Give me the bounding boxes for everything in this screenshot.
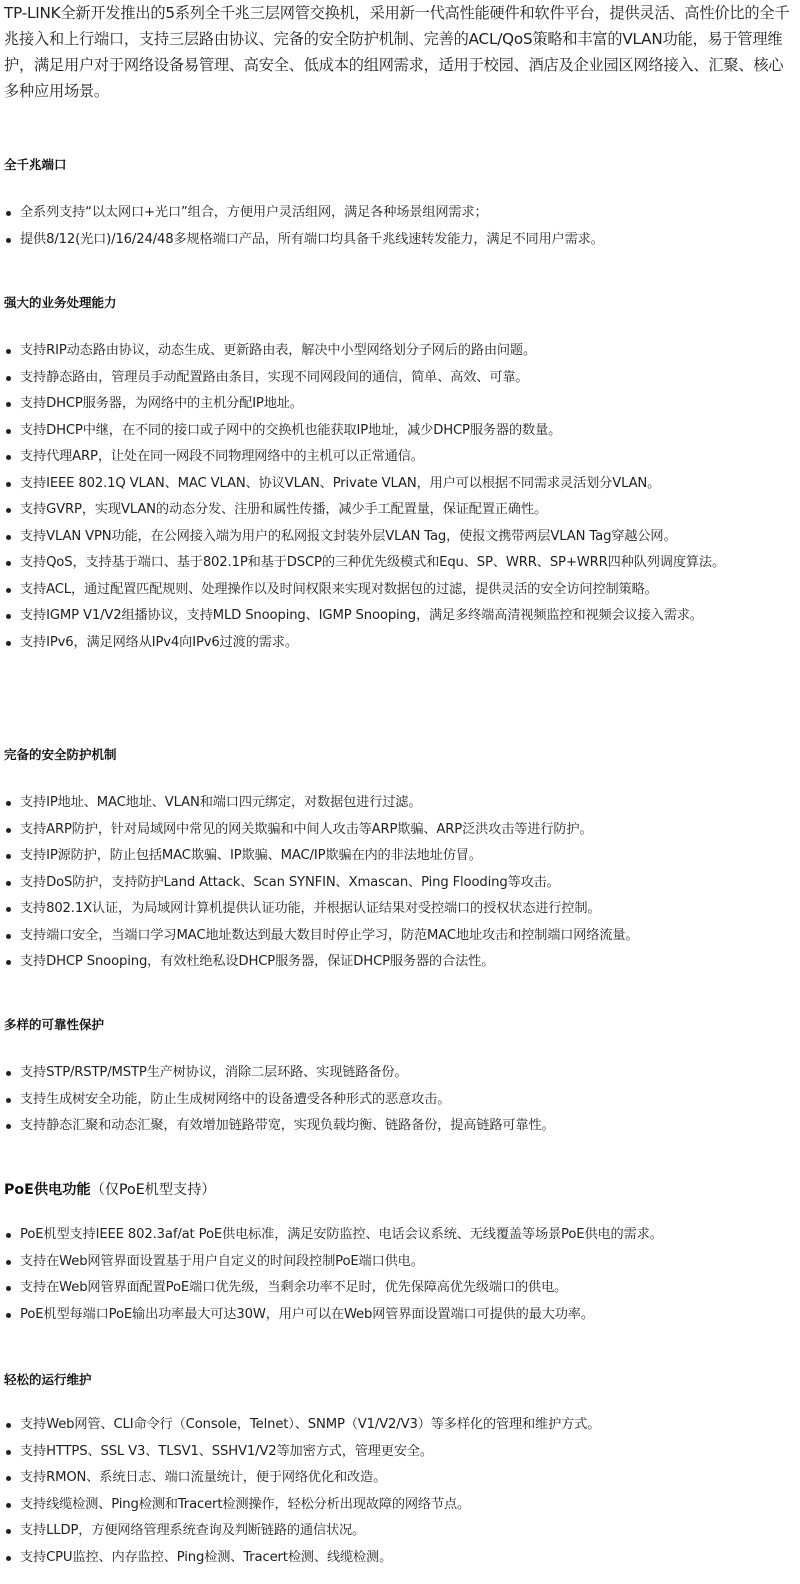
list-item: 提供8/12(光口)/16/24/48多规格端口产品，所有端口均具备千兆线速转发能力，满足不同用户需求。 [20,227,796,254]
list-item: 支持STP/RSTP/MSTP生产树协议，消除二层环路、实现链路备份。 [20,1060,796,1087]
list-item: 支持Web网管、CLI命令行（Console，Telnet）、SNMP（V1/V2/V3）等多样化的管理和维护方式。 [20,1412,796,1439]
list-item: 支持DHCP服务器，为网络中的主机分配IP地址。 [20,391,796,418]
list-item: 支持在Web网管界面设置基于用户自定义的时间段控制PoE端口供电。 [20,1249,796,1276]
list-item: 支持端口安全，当端口学习MAC地址数达到最大数目时停止学习，防范MAC地址攻击和控制端口网络流量。 [20,923,796,950]
list-item: 支持在Web网管界面配置PoE端口优先级，当剩余功率不足时，优先保障高优先级端口的供电。 [20,1275,796,1302]
list-item: 支持RIP动态路由协议，动态生成、更新路由表，解决中小型网络划分子网后的路由问题。 [20,338,796,365]
section-list-poe [20,1222,796,1328]
section-list-security [20,790,796,976]
list-item: 支持LLDP，方便网络管理系统查询及判断链路的通信状况。 [20,1518,796,1545]
list-item: 支持DHCP中继，在不同的接口或子网中的交换机也能获取IP地址，减少DHCP服务器的数量。 [20,418,796,445]
list-item: 支持HTTPS、SSL V3、TLSV1、SSHV1/V2等加密方式，管理更安全。 [20,1439,796,1466]
list-item: 支持VLAN VPN功能，在公网接入端为用户的私网报文封装外层VLAN Tag，使报文携带两层VLAN Tag穿越公网。 [20,524,796,551]
list-item: PoE机型每端口PoE输出功率最大可达30W，用户可以在Web网管界面设置端口可提供的最大功率。 [20,1302,796,1329]
list-item: 支持静态路由，管理员手动配置路由条目，实现不同网段间的通信，简单、高效、可靠。 [20,365,796,392]
section-heading-poe-title: PoE供电功能 [4,1182,91,1198]
section-heading-gigabit-ports: 全千兆端口 [4,157,67,172]
list-item: 支持QoS，支持基于端口、基于802.1P和基于DSCP的三种优先级模式和Equ、SP、WRR、SP+WRR四种队列调度算法。 [20,550,796,577]
section-list-reliability [20,1060,796,1140]
section-heading-service-processing: 强大的业务处理能力 [4,295,117,310]
list-item: 支持ACL，通过配置匹配规则、处理操作以及时间权限来实现对数据包的过滤，提供灵活的安全访问控制策略。 [20,577,796,604]
intro-paragraph: TP-LINK全新开发推出的5系列全千兆三层网管交换机，采用新一代高性能硬件和软件平台，提供灵活、高性价比的全千兆接入和上行端口，支持三层路由协议、完备的安全防护机制、完善的ACL/QoS策略和丰富的VLAN功能，易于管理维护，满足用户对于网络设备易管理、高安全、低成本的组网需求，适用于校园、酒店及企业园区网络接入、汇聚、核心多种应用场景。 [4,4,790,100]
list-item: 支持IP源防护，防止包括MAC欺骗、IP欺骗、MAC/IP欺骗在内的非法地址仿冒。 [20,843,796,870]
list-item: 支持ARP防护，针对局域网中常见的网关欺骗和中间人攻击等ARP欺骗、ARP泛洪攻击等进行防护。 [20,817,796,844]
list-item: 支持CPU监控、内存监控、Ping检测、Tracert检测、线缆检测。 [20,1545,796,1572]
list-item: 支持RMON、系统日志、端口流量统计，便于网络优化和改造。 [20,1465,796,1492]
list-item: 支持IPv6，满足网络从IPv4向IPv6过渡的需求。 [20,630,796,657]
list-item: 支持IP地址、MAC地址、VLAN和端口四元绑定，对数据包进行过滤。 [20,790,796,817]
list-item: 支持IEEE 802.1Q VLAN、MAC VLAN、协议VLAN、Private VLAN，用户可以根据不同需求灵活划分VLAN。 [20,471,796,498]
section-heading-poe-note: （仅PoE机型支持） [90,1182,216,1198]
section-heading-reliability: 多样的可靠性保护 [4,1017,105,1032]
list-item: 支持802.1X认证，为局域网计算机提供认证功能，并根据认证结果对受控端口的授权状态进行控制。 [20,896,796,923]
section-heading-poe [4,1180,216,1200]
list-item: 支持静态汇聚和动态汇聚，有效增加链路带宽，实现负载均衡、链路备份，提高链路可靠性。 [20,1113,796,1140]
section-list-service-processing [20,338,796,656]
list-item: PoE机型支持IEEE 802.3af/at PoE供电标准，满足安防监控、电话会议系统、无线覆盖等场景PoE供电的需求。 [20,1222,796,1249]
list-item: 支持GVRP，实现VLAN的动态分发、注册和属性传播，减少手工配置量，保证配置正确性。 [20,497,796,524]
list-item: 支持生成树安全功能，防止生成树网络中的设备遭受各种形式的恶意攻击。 [20,1087,796,1114]
list-item: 支持DoS防护，支持防护Land Attack、Scan SYNFIN、Xmascan、Ping Flooding等攻击。 [20,870,796,897]
list-item: 支持线缆检测、Ping检测和Tracert检测操作，轻松分析出现故障的网络节点。 [20,1492,796,1519]
section-heading-maintenance: 轻松的运行维护 [4,1372,92,1387]
list-item: 支持DHCP Snooping，有效杜绝私设DHCP服务器，保证DHCP服务器的合法性。 [20,949,796,976]
section-list-maintenance [20,1412,796,1571]
list-item: 支持代理ARP，让处在同一网段不同物理网络中的主机可以正常通信。 [20,444,796,471]
section-list-gigabit-ports [20,200,796,253]
list-item: 支持IGMP V1/V2组播协议，支持MLD Snooping、IGMP Snooping，满足多终端高清视频监控和视频会议接入需求。 [20,603,796,630]
section-heading-security: 完备的安全防护机制 [4,747,117,762]
list-item: 全系列支持“以太网口+光口”组合，方便用户灵活组网，满足各种场景组网需求； [20,200,796,227]
